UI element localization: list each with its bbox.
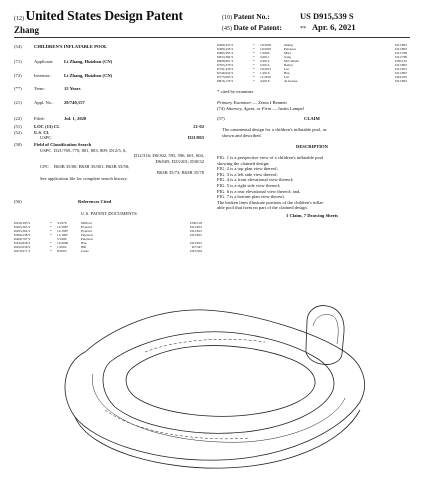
pool-basin bbox=[126, 346, 315, 417]
reference-cell: D230,393 S bbox=[14, 221, 31, 225]
filed-field: (22) Filed: Jul. 1, 2020 bbox=[14, 116, 87, 121]
reference-cell: D741,436 S bbox=[217, 66, 234, 71]
reference-cell: * bbox=[253, 70, 255, 75]
claim-text: The ornamental design for a children's inflatable pool, as shown and described. bbox=[222, 127, 327, 138]
patent-header-right bbox=[222, 11, 412, 33]
reference-cell: Liu bbox=[284, 66, 289, 71]
reference-cell: D476,971 S bbox=[14, 248, 31, 253]
reference-cell: * bbox=[50, 228, 52, 233]
date-label: Date of Patent: bbox=[233, 23, 282, 32]
reference-cell: McCallum bbox=[284, 58, 299, 63]
inventor-surname: Zhang bbox=[14, 25, 40, 35]
patent-number: US D915,539 S bbox=[300, 11, 354, 21]
reference-cell: Hsu bbox=[284, 70, 290, 75]
reference-row bbox=[217, 80, 407, 84]
reference-cell: D21/803 bbox=[395, 43, 407, 47]
references-right bbox=[217, 44, 407, 84]
reference-cell: D7/347 bbox=[191, 244, 202, 249]
references-header: (56) References Cited bbox=[14, 199, 112, 204]
reference-cell: D485,593 S bbox=[217, 50, 234, 55]
pool-outer-ring bbox=[65, 310, 365, 460]
reference-cell: * bbox=[50, 224, 52, 229]
pool-outer-ring-bottom bbox=[75, 410, 360, 468]
attorney: (74) Attorney, Agent, or Firm — Justin Lampel bbox=[217, 106, 304, 111]
reference-cell: * bbox=[253, 54, 255, 59]
reference-cell: 1/2016 bbox=[260, 70, 270, 75]
description-title: DESCRIPTION bbox=[296, 144, 328, 149]
field-of-search: (58) Field of Classification Search USPC D21/769–770, 801, 803, 809; D12/5, 6, D12/316; D6/302, 595, 596, 601, 604, D6/605; D23/201; D30/32 CPC B63B 35/00; B63B 35/001; B63B 35/58; B63B 35/73; B63B 35/78 See application file for complete search history. bbox=[14, 142, 204, 181]
reference-cell: D21/803 bbox=[395, 62, 407, 67]
reference-cell: D775,063 S bbox=[217, 74, 234, 79]
reference-cell: D21/815 bbox=[190, 240, 202, 245]
reference-cell: D634,384 S bbox=[217, 54, 234, 59]
reference-cell: * bbox=[253, 66, 255, 71]
reference-cell: 3/2011 bbox=[260, 54, 270, 59]
reference-cell: D705,376 S bbox=[217, 62, 234, 67]
doc-code: (12) bbox=[14, 16, 24, 22]
reference-cell: * bbox=[50, 232, 52, 237]
reference-cell: Hsu bbox=[81, 240, 87, 245]
reference-cell: D21/815 bbox=[190, 224, 202, 229]
reference-cell: D21/803 bbox=[395, 70, 407, 75]
reference-cell: D452,636 S bbox=[14, 244, 31, 249]
reference-cell: 2/2014 bbox=[260, 58, 270, 63]
inventor-field: (72) Inventor: Li Zhang, Huizhou (CN) bbox=[14, 73, 113, 78]
reference-cell: Maci bbox=[284, 50, 291, 55]
reference-cell: 8/2003 bbox=[57, 248, 67, 253]
reference-cell: 4/2018 bbox=[260, 78, 270, 83]
inflatable-pool-drawing bbox=[45, 292, 375, 472]
reference-cell: * bbox=[253, 46, 255, 51]
reference-cell: 1/2002 bbox=[57, 244, 67, 249]
reference-cell: 1/2004 bbox=[260, 50, 270, 55]
reference-cell: D21/803 bbox=[395, 78, 407, 83]
references-left bbox=[14, 222, 202, 254]
reference-cell: Liu bbox=[284, 74, 289, 79]
applicant-field: (71) Applicant: Li Zhang, Huizhou (CN) bbox=[14, 59, 113, 64]
patent-no-label: Patent No.: bbox=[233, 12, 270, 21]
patent-date: Apr. 6, 2021 bbox=[312, 22, 356, 32]
doc-title: United States Design Patent bbox=[25, 8, 183, 23]
claim-header: (57) CLAIM bbox=[217, 116, 320, 121]
reference-cell: Everard bbox=[81, 228, 92, 233]
reference-cell: Zhang bbox=[284, 43, 293, 47]
reference-cell: * bbox=[253, 78, 255, 83]
reference-cell: D23/304 bbox=[190, 248, 202, 253]
reference-cell: D480,435 S bbox=[217, 43, 234, 47]
reference-row bbox=[14, 250, 202, 254]
title-field: (54) CHILDREN'S INFLATABLE POOL bbox=[14, 44, 108, 49]
reference-cell: Everard bbox=[81, 224, 92, 229]
reference-cell: * bbox=[253, 50, 255, 55]
reference-cell: Hill bbox=[81, 244, 87, 249]
reference-cell: D699,901 S bbox=[217, 58, 234, 63]
reference-cell: * bbox=[50, 240, 52, 245]
reference-cell: 12/1987 bbox=[57, 228, 69, 233]
patent-number-row: (10) Patent No.: US D915,539 S bbox=[222, 11, 354, 21]
reference-cell: Peterson bbox=[81, 236, 93, 241]
reference-cell: D480,436 S bbox=[217, 46, 234, 51]
claims-sheets-footer: 1 Claim, 7 Drawing Sheets bbox=[286, 213, 338, 218]
term-field: (**) Term: 15 Years bbox=[14, 86, 81, 91]
reference-cell: 5/1999 bbox=[57, 236, 67, 241]
reference-cell: D30/118 bbox=[190, 221, 202, 225]
ring-seam bbox=[92, 374, 345, 442]
reference-cell: 11/1997 bbox=[57, 232, 68, 237]
uscl-field: (52) U.S. Cl. bbox=[14, 130, 50, 135]
reference-cell: D21/815 bbox=[190, 232, 202, 237]
reference-cell: * bbox=[50, 248, 52, 253]
appl-no-field: (21) Appl. No.: 29/740,157 bbox=[14, 100, 85, 105]
patent-date-row: (45) Date of Patent: ** Apr. 6, 2021 bbox=[222, 22, 356, 32]
cited-by-examiner: * cited by examiner bbox=[217, 89, 254, 94]
reference-cell: D746,934 S bbox=[217, 70, 234, 75]
reference-cell: 10/2003 bbox=[260, 46, 272, 51]
reference-cell: de Grasse bbox=[284, 78, 298, 83]
reference-cell: D386,238 S bbox=[14, 232, 31, 237]
pool-backrest-inner bbox=[313, 314, 338, 344]
patent-header-left bbox=[14, 8, 214, 35]
reference-cell: D816,179 S bbox=[217, 78, 234, 83]
reference-cell: D21/815 bbox=[190, 228, 202, 233]
reference-cell: Jones bbox=[81, 248, 89, 253]
reference-cell: 5/2014 bbox=[260, 62, 270, 67]
loc-field: (51) LOC (13) Cl. 21-02 bbox=[14, 124, 204, 129]
reference-cell: D434,826 S bbox=[14, 240, 31, 245]
reference-cell: 11/2016 bbox=[260, 74, 271, 79]
reference-cell: D21/815 bbox=[395, 66, 407, 71]
reference-cell: * bbox=[50, 244, 52, 249]
reference-cell: * bbox=[253, 58, 255, 63]
reference-cell: 12/1987 bbox=[57, 224, 69, 229]
reference-cell: D21/769 bbox=[395, 54, 407, 59]
reference-cell: * bbox=[253, 43, 255, 47]
reference-cell: 12/2000 bbox=[57, 240, 69, 245]
us-patent-docs-label: U.S. PATENT DOCUMENTS bbox=[81, 211, 137, 216]
description-body: FIG. 1 is a perspective view of a children's inflatable pool showing the claimed design; FIG. 2 is a top plan view thereof; FIG. 3 is a left side view thereof; FIG. 4 is a front elevational view thereof; FIG. 5 is a right side view thereof; FIG. 6 is a rear elevational view thereof; and, FIG. 7 is a bottom plan view thereof. The broken lines illustrate portions of the children's inflat- able pool that form no part of the claimed design. bbox=[217, 155, 325, 211]
reference-cell: D21/769 bbox=[395, 50, 407, 55]
reference-cell: D30/132 bbox=[395, 58, 407, 63]
reference-cell: 10/2003 bbox=[260, 43, 272, 47]
uspc-field: USPC D21/803 bbox=[40, 135, 204, 140]
reference-cell: 3/1976 bbox=[57, 221, 67, 225]
reference-cell: D24/205 bbox=[395, 74, 407, 79]
reference-cell: D21/803 bbox=[395, 46, 407, 51]
reference-cell: D293,363 S bbox=[14, 224, 31, 229]
reference-cell: * bbox=[50, 221, 52, 225]
reference-cell: Song bbox=[284, 54, 291, 59]
reference-cell: Milford bbox=[81, 221, 92, 225]
reference-cell: Peterson bbox=[284, 46, 296, 51]
pool-inner-rim bbox=[103, 332, 334, 434]
reference-cell: * bbox=[253, 74, 255, 79]
reference-cell: 10/2015 bbox=[260, 66, 272, 71]
header-rule bbox=[14, 37, 410, 38]
reference-cell: Peterson bbox=[81, 232, 93, 237]
reference-cell: D409,797 S bbox=[14, 236, 31, 241]
reference-cell: * bbox=[253, 62, 255, 67]
reference-cell: D293,364 S bbox=[14, 228, 31, 233]
reference-cell: Ruboy bbox=[284, 62, 294, 67]
primary-examiner: Primary Examiner — Zenia I Bennett bbox=[217, 100, 287, 105]
